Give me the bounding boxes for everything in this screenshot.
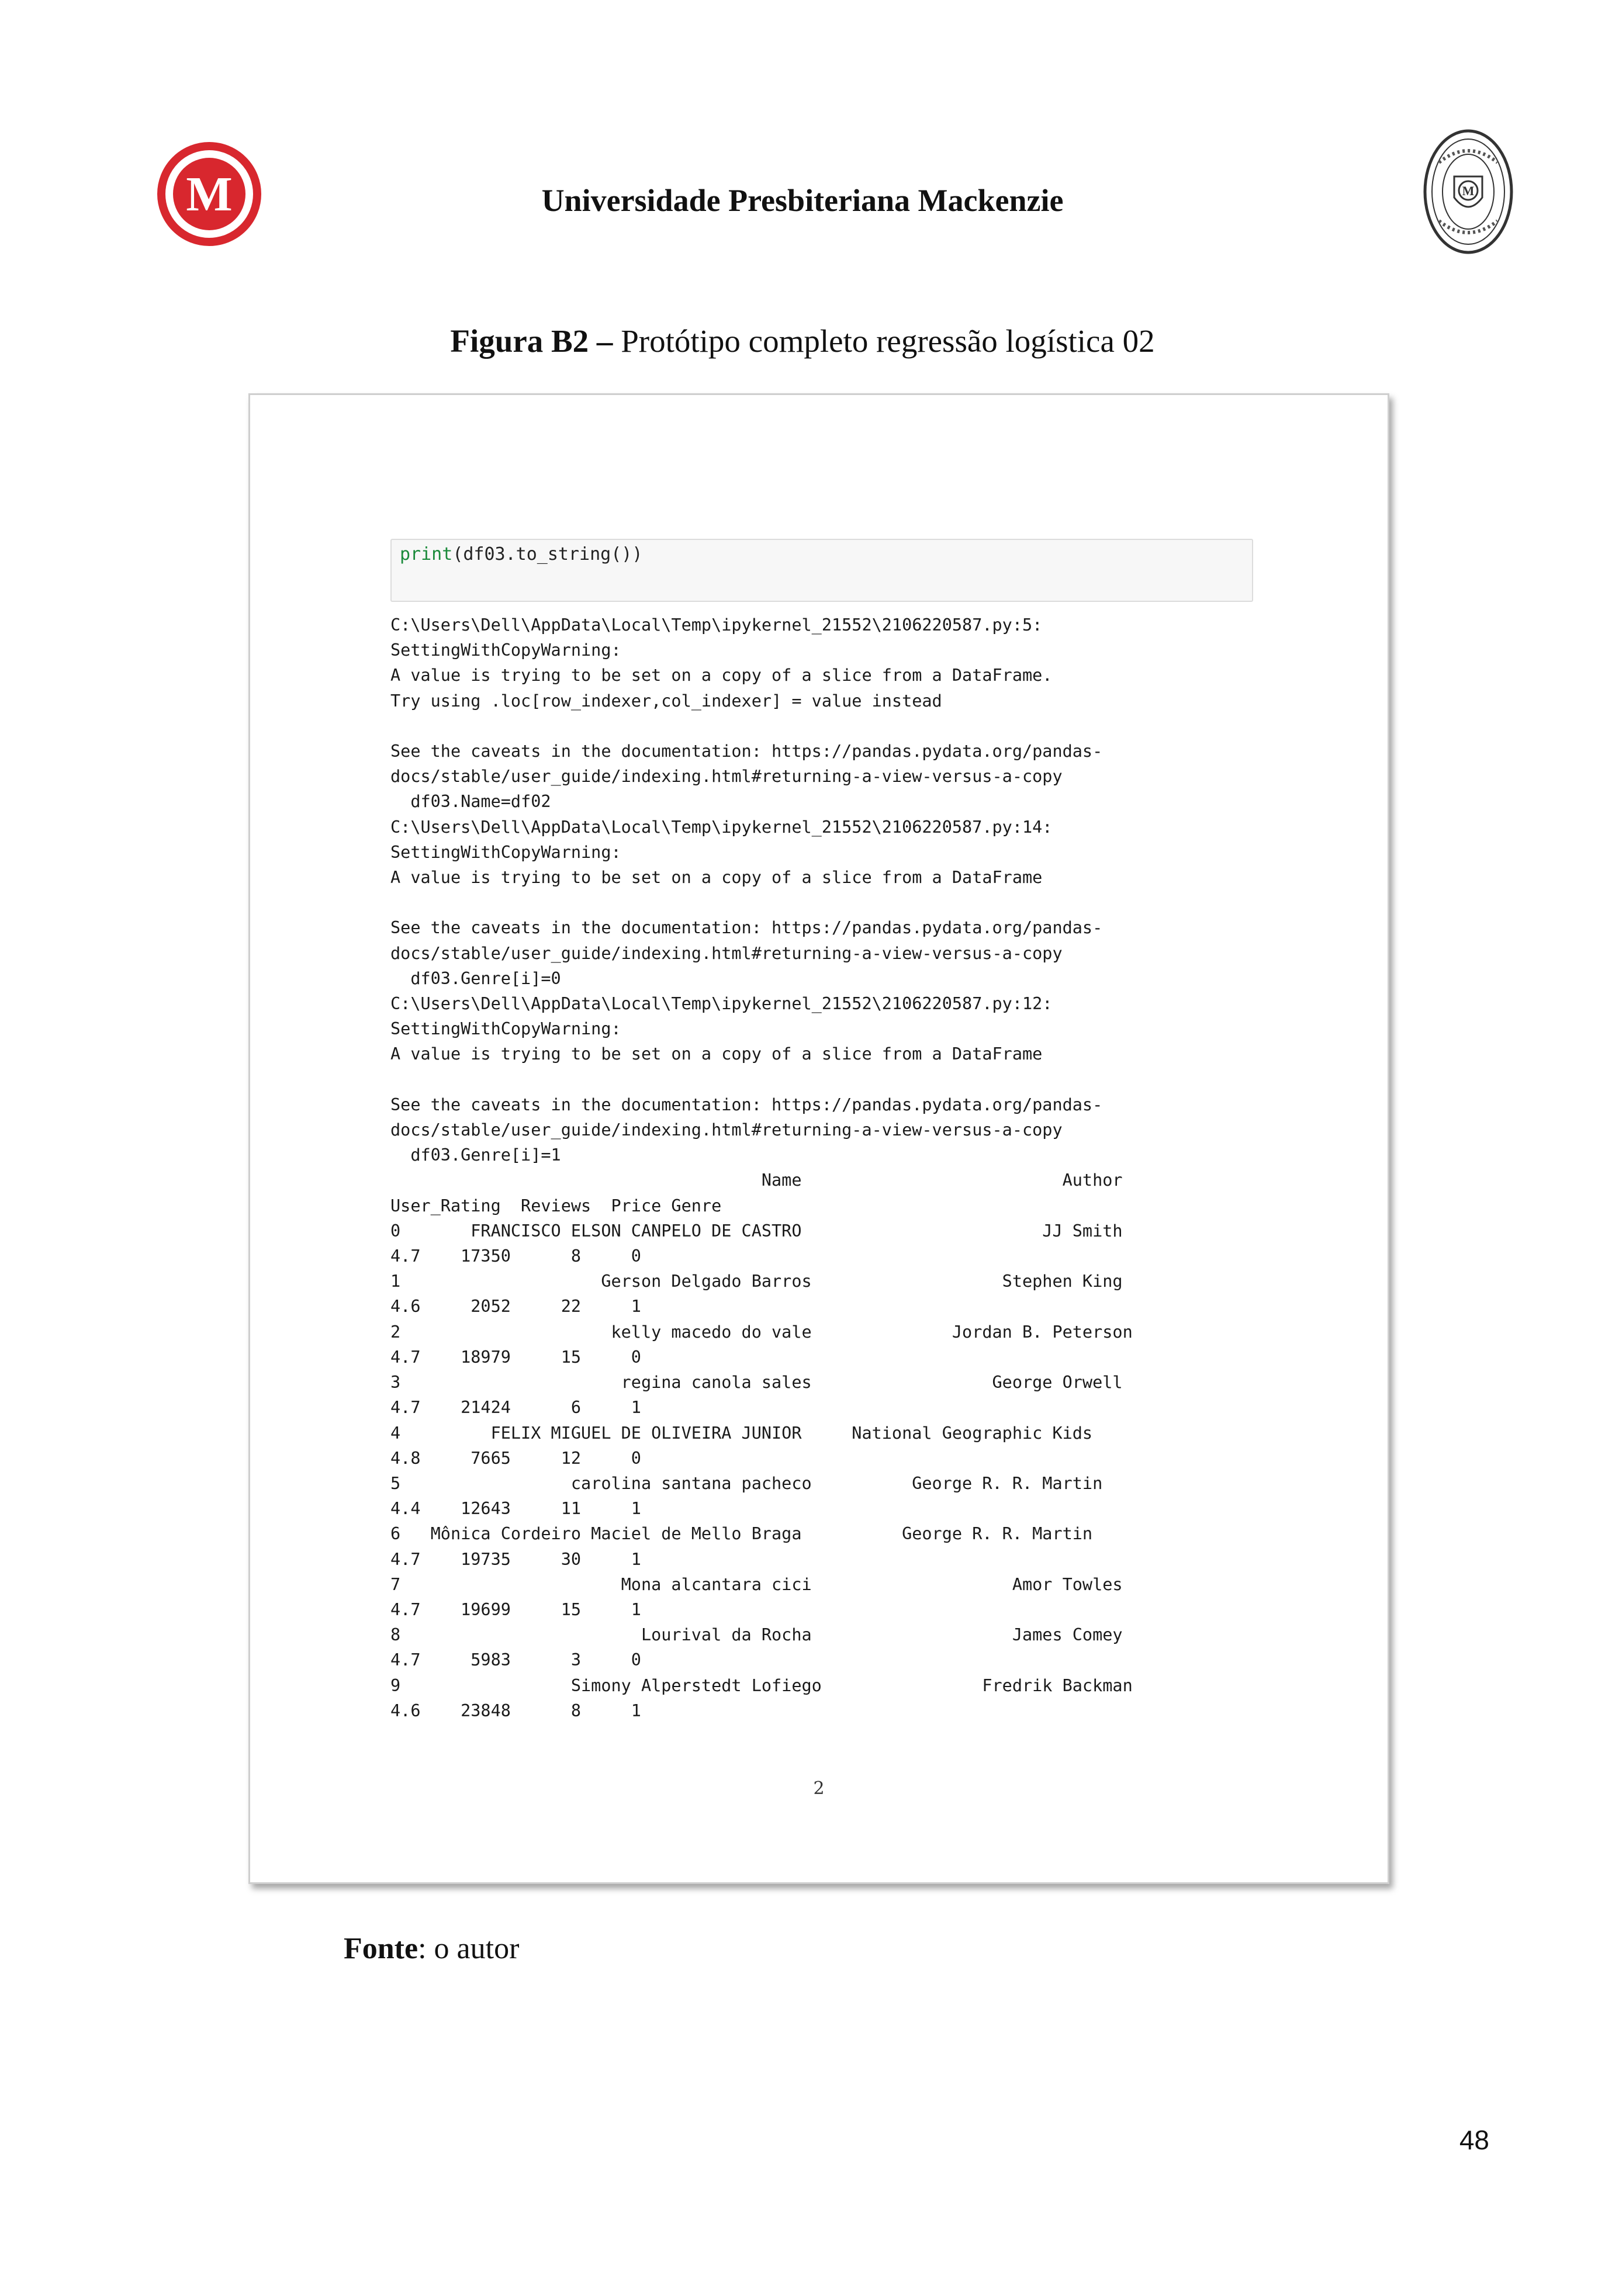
figure-title: Protótipo completo regressão logística 02 [621,323,1155,359]
page-number: 48 [1459,2125,1489,2155]
inner-page-number: 2 [813,1778,825,1799]
source-label: Fonte [344,1932,418,1965]
code-expression: (df03.to_string()) [452,544,643,565]
seal-letter: M [1462,183,1475,198]
university-seal-icon [1421,127,1515,256]
source-line [344,1930,519,1968]
notebook-screenshot [248,393,1389,1884]
figure-label: Figura B2 – [450,323,613,359]
code-keyword: print [400,544,453,565]
source-text: : o autor [418,1932,520,1965]
university-title: Universidade Presbiteriana Mackenzie [541,183,1064,218]
logo-letter: M [186,167,233,221]
figure-caption [0,320,1605,362]
code-cell [390,539,1253,602]
cell-output: C:\Users\Dell\AppData\Local\Temp\ipykernel_21552\2106220587.py:5: SettingWithCopyWarning: A value is trying to be set on a copy of a slice from a DataFrame. Try using .loc[row_indexer,col_indexer] = value instead See the caveats in the documentation: https://pandas.pydata.org/pandas- docs/stable/user_guide/indexing.html#returning-a-view-versus-a-copy df03.Name=df02 C:\Users\Dell\AppData\Local\Temp\ipykernel_21552\2106220587.py:14: SettingWithCopyWarning: A value is trying to be set on a copy of a slice from a DataFrame See the caveats in the documentation: https://pandas.pydata.org/pandas- docs/stable/user_guide/indexing.html#returning-a-view-versus-a-copy df03.Genre[i]=0 C:\Users\Dell\AppData\Local\Temp\ipykernel_21552\2106220587.py:12: SettingWithCopyWarning: A value is trying to be set on a copy of a slice from a DataFrame See the caveats in the documentation: https://pandas.pydata.org/pandas- docs/stable/user_guide/indexing.html#returning-a-view-versus-a-copy df03.Genre[i]=1 Name Author User_Rating Reviews Price Genre 0 FRANCISCO ELSON CANPELO DE CASTRO JJ Smith 4.7 17350 8 0 1 Gerson Delgado Barros Stephen King 4.6 2052 22 1 2 kelly macedo do vale Jordan B. Peterson 4.7 18979 15 0 3 regina canola sales George Orwell 4.7 21424 6 1 4 FELIX MIGUEL DE OLIVEIRA JUNIOR National Geographic Kids 4.8 7665 12 0 5 carolina santana pacheco George R. R. Martin 4.4 12643 11 1 6 Mônica Cordeiro Maciel de Mello Braga George R. R. Martin 4.7 19735 30 1 7 Mona alcantara cici Amor Towles 4.7 19699 15 1 8 Lourival da Rocha James Comey 4.7 5983 3 0 9 Simony Alperstedt Lofiego Fredrik Backman 4.6 23848 8 1 [390,615,1133,1720]
